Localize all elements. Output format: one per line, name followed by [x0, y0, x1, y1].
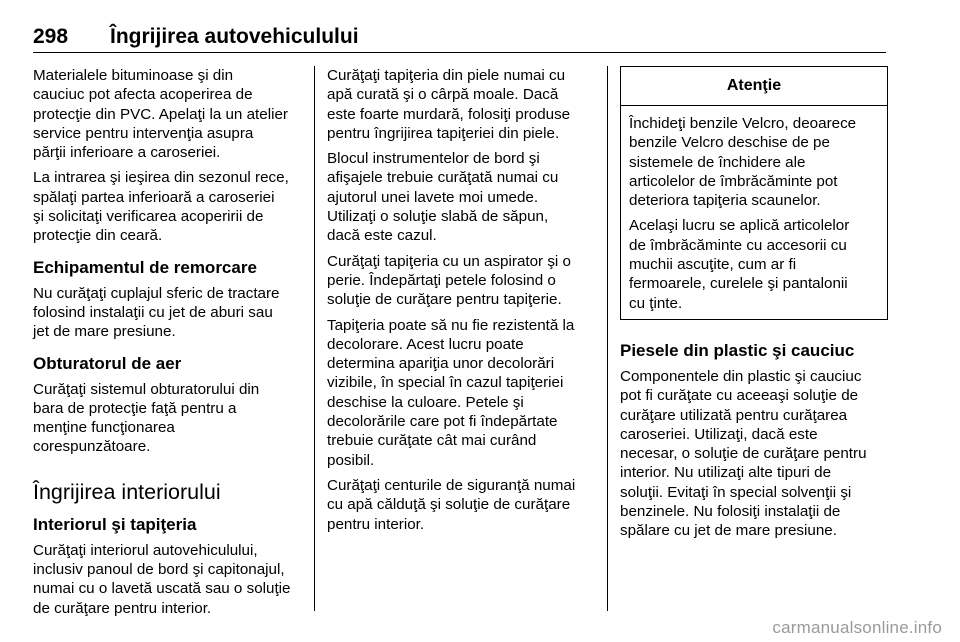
text-line: perie. Îndepărtaţi petele folosind o	[327, 271, 556, 289]
paragraph	[327, 316, 597, 470]
text-line: Curăţaţi tapiţeria din piele numai cu	[327, 67, 566, 84]
text-line: Închideţi benzile Velcro, deoarece	[629, 115, 857, 132]
paragraph	[327, 149, 597, 245]
page-title: Îngrijirea autovehiculului	[110, 25, 359, 48]
section-heading-upholstery: Interiorul şi tapiţeria	[33, 514, 197, 534]
text-line: necesar, o soluţie de curăţare pentru	[620, 445, 867, 463]
column-left	[33, 66, 305, 624]
text-line: Componentele din plastic şi cauciuc	[620, 367, 862, 385]
paragraph	[327, 66, 597, 143]
column-right	[620, 66, 888, 547]
text-line: Curăţaţi sistemul obturatorului din	[33, 380, 260, 398]
text-line: deteriora tapiţeria scaunelor.	[629, 192, 821, 210]
page-header	[33, 24, 886, 53]
paragraph	[33, 66, 305, 162]
text-line: menţine funcţionarea	[33, 419, 175, 437]
warning-body	[621, 106, 887, 319]
text-line: posibil.	[327, 451, 375, 469]
chapter-heading-interior: Îngrijirea interiorului	[33, 479, 221, 504]
text-line: sistemele de închidere ale	[629, 153, 806, 171]
text-line: numai cu o lavetă uscată sau o soluţie	[33, 580, 291, 598]
text-line: bara de protecţie faţă pentru a	[33, 399, 237, 417]
column-middle	[327, 66, 597, 540]
text-line: La intrarea şi ieşirea din sezonul rece,	[33, 169, 289, 187]
text-line: protecţie din PVC. Apelaţi la un atelier	[33, 105, 288, 123]
text-line: soluţie de curăţare pentru tapiţerie.	[327, 291, 562, 309]
warning-box	[620, 66, 888, 320]
text-line: fermoarele, curelele şi pantalonii	[629, 275, 848, 293]
text-line: Curăţaţi centurile de siguranţă numai	[327, 476, 576, 494]
text-line: articolelor de îmbrăcăminte pot	[629, 172, 838, 190]
text-line: ajutorul unei lavete moi umede.	[327, 188, 539, 206]
text-line: Tapiţeria poate să nu fie rezistentă la	[327, 316, 575, 334]
warning-title: Atenţie	[621, 67, 887, 106]
text-line: Curăţaţi interiorul autovehiculului,	[33, 541, 258, 559]
text-line: soluţii. Evitaţi în special solvenţii şi	[620, 483, 852, 501]
text-line: benzinele. Nu folosiţi instalaţii de	[620, 503, 841, 521]
paragraph	[327, 252, 597, 310]
section-heading-air-shutter: Obturatorul de aer	[33, 353, 182, 373]
text-line: pot fi curăţate cu aceeaşi soluţie de	[620, 387, 859, 405]
text-line: cu apă călduţă şi soluţie de curăţare	[327, 496, 571, 514]
text-line: corespunzătoare.	[33, 438, 151, 456]
paragraph	[33, 380, 305, 457]
text-line: de curăţare pentru interior.	[33, 599, 212, 617]
paragraph	[33, 541, 305, 618]
text-line: spălaţi partea inferioară a caroseriei	[33, 188, 275, 206]
text-line: dacă este cazul.	[327, 227, 437, 245]
column-divider	[314, 66, 315, 611]
section-heading-plastic-rubber: Piesele din plastic şi cauciuc	[620, 340, 855, 360]
watermark: carmanualsonline.info	[772, 618, 942, 637]
text-line: cauciuc pot afecta acoperirea de	[33, 86, 253, 104]
text-line: inclusiv panoul de bord şi capitonajul,	[33, 561, 285, 579]
paragraph	[629, 216, 879, 312]
text-line: Nu curăţaţi cuplajul sferic de tractare	[33, 284, 280, 302]
text-line: Blocul instrumentelor de bord şi	[327, 150, 540, 168]
paragraph	[629, 114, 879, 210]
text-line: cu ţinte.	[629, 294, 683, 312]
text-line: părţii inferioare a caroseriei.	[33, 144, 221, 162]
text-line: deschise la culoare. Petele şi	[327, 393, 524, 411]
text-line: şi solicitaţi verificarea acoperirii de	[33, 208, 264, 226]
paragraph	[327, 476, 597, 534]
text-line: protecţie din ceară.	[33, 227, 163, 245]
text-line: decolorările care pot fi îndepărtate	[327, 413, 558, 431]
text-line: de îmbrăcăminte cu accesorii cu	[629, 236, 847, 254]
text-line: benzile Velcro deschise de pe	[629, 134, 830, 152]
section-heading-towing: Echipamentul de remorcare	[33, 257, 257, 277]
text-line: spălare cu jet de mare presiune.	[620, 522, 837, 540]
text-line: afişajele trebuie curăţată numai cu	[327, 169, 559, 187]
text-line: Utilizaţi o soluţie slabă de săpun,	[327, 208, 549, 226]
text-line: interior. Nu utilizaţi alte tipuri de	[620, 464, 832, 482]
text-line: caroseriei. Utilizaţi, dacă este	[620, 425, 818, 443]
paragraph	[33, 168, 305, 245]
paragraph	[620, 367, 888, 541]
text-line: folosind instalaţii cu jet de aburi sau	[33, 303, 273, 321]
text-line: pentru îngrijirea tapiţeriei din piele.	[327, 124, 560, 142]
text-line: trebuie curăţate cât mai curând	[327, 432, 537, 450]
text-line: este foarte murdară, folosiţi produse	[327, 105, 571, 123]
text-line: Acelaşi lucru se aplică articolelor	[629, 217, 850, 235]
text-line: curăţare utilizată pentru curăţarea	[620, 406, 848, 424]
page-number: 298	[33, 25, 69, 48]
text-line: muchii ascuţite, cum ar fi	[629, 256, 797, 274]
text-line: apă curată şi o cârpă moale. Dacă	[327, 86, 559, 104]
text-line: vizibile, în special în cazul tapiţeriei	[327, 374, 564, 392]
text-line: service pentru intervenţia asupra	[33, 124, 254, 142]
paragraph	[33, 284, 305, 342]
text-line: determina apariţia unor decolorări	[327, 355, 555, 373]
column-divider	[607, 66, 608, 611]
text-line: Materialele bituminoase şi din	[33, 67, 234, 84]
text-line: pentru interior.	[327, 515, 425, 533]
text-line: Curăţaţi tapiţeria cu un aspirator şi o	[327, 252, 571, 270]
text-line: decolorare. Acest lucru poate	[327, 335, 524, 353]
text-line: jet de mare presiune.	[33, 323, 176, 341]
